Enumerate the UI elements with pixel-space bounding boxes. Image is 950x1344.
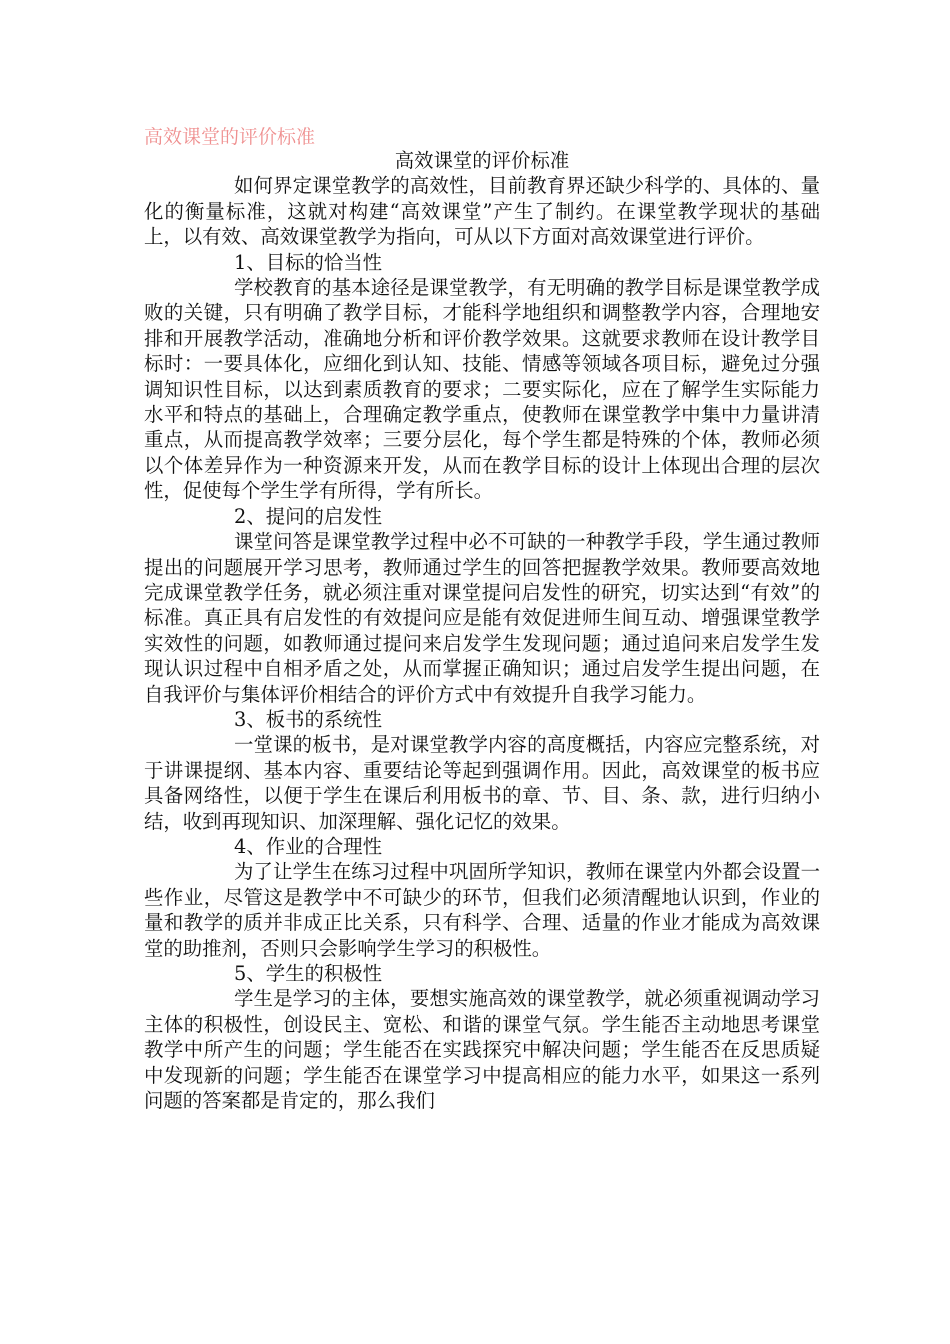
document-title: 高效课堂的评价标准 bbox=[394, 149, 570, 172]
section-body-1: 学校教育的基本途径是课堂教学，有无明确的教学目标是课堂教学成败的关键，只有明确了教学目标，才能科学地组织和调整教学内容，合理地安排和开展教学活动，准确地分析和评价教学效果。这就要求教师在设计教学目标时：一要具体化，应细化到认知、技能、情感等领域各项目标，避免过分强调知识性目标，以达到素质教育的要求；二要实际化，应在了解学生实际能力水平和特点的基础上，合理确定教学重点，使教师在课堂教学中集中力量讲清重点，从而提高教学效率；三要分层化，每个学生都是特殊的个体，教师必须以个体差异作为一种资源来开发，从而在教学目标的设计上体现出合理的层次性，促使每个学生学有所得，学有所长。 bbox=[144, 276, 820, 503]
intro-paragraph: 如何界定课堂教学的高效性，目前教育界还缺少科学的、具体的、量化的衡量标准，这就对构建“高效课堂”产生了制约。在课堂教学现状的基础上，以有效、高效课堂教学为指向，可从以下方面对高效课堂进行评价。 bbox=[144, 174, 820, 249]
document-body bbox=[144, 148, 820, 1113]
section-heading-4: 4、作业的合理性 bbox=[234, 834, 383, 858]
section-body-2: 课堂问答是课堂教学过程中必不可缺的一种教学手段，学生通过教师提出的问题展开学习思考，教师通过学生的回答把握教学效果。教师要高效地完成课堂教学任务，就必须注重对课堂提问启发性的研究，切实达到“有效”的标准。真正具有启发性的有效提问应是能有效促进师生间互动、增强课堂教学实效性的问题，如教师通过提问来启发学生发现问题；通过追问来启发学生发现认识过程中自相矛盾之处，从而掌握正确知识；通过启发学生提出问题，在自我评价与集体评价相结合的评价方式中有效提升自我学习能力。 bbox=[144, 530, 820, 706]
section-heading-2: 2、提问的启发性 bbox=[234, 504, 383, 528]
section-body-3: 一堂课的板书，是对课堂教学内容的高度概括，内容应完整系统，对于讲课提纲、基本内容、重要结论等起到强调作用。因此，高效课堂的板书应具备网络性，以便于学生在课后利用板书的章、节、目、条、款，进行归纳小结，收到再现知识、加深理解、强化记忆的效果。 bbox=[144, 733, 820, 833]
header-title: 高效课堂的评价标准 bbox=[144, 126, 316, 148]
section-body-5: 学生是学习的主体，要想实施高效的课堂教学，就必须重视调动学习主体的积极性，创设民主、宽松、和谐的课堂气氛。学生能否主动地思考课堂教学中所产生的问题；学生能否在实践探究中解决问题；学生能否在反思质疑中发现新的问题；学生能否在课堂学习中提高相应的能力水平，如果这一系列问题的答案都是肯定的，那么我们 bbox=[144, 987, 820, 1113]
section-heading-3: 3、板书的系统性 bbox=[234, 707, 383, 731]
section-body-4: 为了让学生在练习过程中巩固所学知识，教师在课堂内外都会设置一些作业，尽管这是教学中不可缺少的环节，但我们必须清醒地认识到，作业的量和教学的质并非成正比关系，只有科学、合理、适量的作业才能成为高效课堂的助推剂，否则只会影响学生学习的积极性。 bbox=[144, 860, 820, 960]
section-heading-1: 1、目标的恰当性 bbox=[234, 250, 383, 274]
section-heading-5: 5、学生的积极性 bbox=[234, 962, 383, 985]
